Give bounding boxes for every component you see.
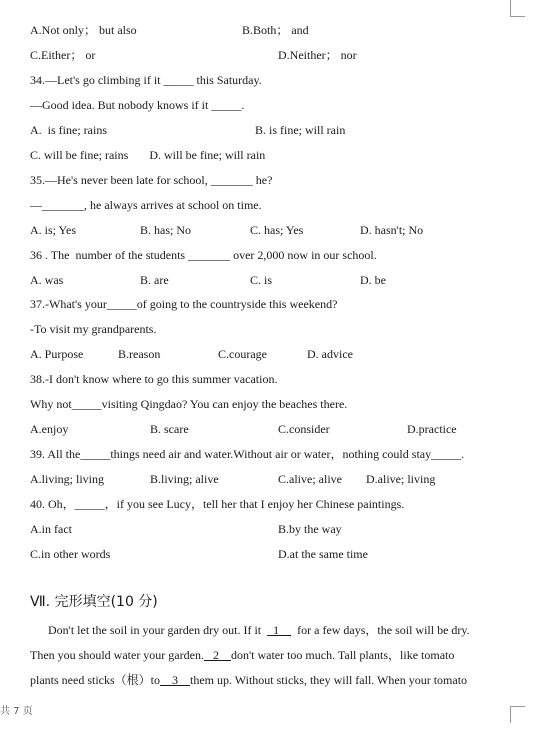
option-q39-d: D.alive; living [366, 472, 436, 486]
option-q35-a: A. is; Yes [30, 223, 77, 237]
question-39: 39. All the_____things need air and water.Without air or water，nothing could stay_____. [30, 447, 465, 461]
option-q37-c: C.courage [218, 347, 267, 361]
option-q37-d: D. advice [307, 347, 353, 361]
option-q38-c: C.consider [278, 422, 330, 436]
question-38-reply: Why not_____visiting Qingdao? You can enjoy the beaches there. [30, 397, 348, 411]
option-q33-c: C.Either； or [30, 48, 96, 62]
page-corner-mark-bottom [510, 706, 525, 723]
section-heading: Ⅶ. 完形填空(10 分) [30, 594, 158, 610]
option-q40-b: B.by the way [278, 522, 342, 536]
question-34-reply: —Good idea. But nobody knows if it _____. [30, 98, 245, 112]
passage-text: them up. Without sticks, they will fall. When your tomato [190, 673, 468, 687]
option-q36-b: B. are [140, 273, 169, 287]
option-q34-a: A. is fine; rains [30, 123, 107, 137]
option-q35-b: B. has; No [140, 223, 191, 237]
question-35: 35.—He's never been late for school, _______ he? [30, 173, 273, 187]
passage-text: for a few days，the soil will be dry. [291, 623, 470, 637]
question-34: 34.—Let's go climbing if it _____ this Saturday. [30, 73, 262, 87]
question-36: 36 . The number of the students _______ over 2,000 now in our school. [30, 248, 377, 262]
option-q38-a: A.enjoy [30, 422, 69, 436]
option-q39-c: C.alive; alive [278, 472, 342, 486]
passage-line-3 [30, 673, 467, 687]
question-35-reply: —_______, he always arrives at school on time. [30, 198, 262, 212]
option-q34-cd: C. will be fine; rains D. will be fine; will rain [30, 148, 266, 162]
passage-line-1 [30, 623, 470, 637]
option-q33-d: D.Neither； nor [278, 48, 357, 62]
option-q36-a: A. was [30, 273, 64, 287]
blank-3: 3 [160, 673, 190, 687]
passage-text: don't water too much. Tall plants，like tomato [230, 648, 455, 662]
question-37: 37.-What's your_____of going to the countryside this weekend? [30, 297, 338, 311]
passage-line-2 [30, 648, 454, 662]
page-corner-mark-top [510, 0, 525, 17]
question-40: 40. Oh，_____，if you see Lucy，tell her that I enjoy her Chinese paintings. [30, 497, 405, 511]
option-q40-d: D.at the same time [278, 547, 368, 561]
option-q40-c: C.in other words [30, 547, 111, 561]
passage-text: plants need sticks（根）to [30, 673, 160, 687]
page-count-footer: 共 7 页 [0, 706, 33, 717]
question-37-reply: -To visit my grandparents. [30, 322, 157, 336]
option-q33-a: A.Not only； but also [30, 23, 137, 37]
option-q38-b: B. scare [150, 422, 189, 436]
blank-1: 1 [267, 623, 292, 637]
option-q39-a: A.living; living [30, 472, 105, 486]
option-q36-d: D. be [360, 273, 386, 287]
option-q33-b: B.Both； and [242, 23, 309, 37]
option-q39-b: B.living; alive [150, 472, 219, 486]
question-38: 38.-I don't know where to go this summer vacation. [30, 372, 278, 386]
blank-2: 2 [203, 648, 231, 662]
option-q36-c: C. is [250, 273, 273, 287]
option-q34-b: B. is fine; will rain [255, 123, 346, 137]
option-q35-c: C. has; Yes [250, 223, 304, 237]
option-q38-d: D.practice [407, 422, 457, 436]
option-q40-a: A.in fact [30, 522, 72, 536]
passage-text: Don't let the soil in your garden dry out. If it [30, 623, 268, 637]
passage-text: Then you should water your garden. [30, 648, 204, 662]
option-q37-a: A. Purpose [30, 347, 84, 361]
option-q35-d: D. hasn't; No [360, 223, 424, 237]
option-q37-b: B.reason [118, 347, 161, 361]
